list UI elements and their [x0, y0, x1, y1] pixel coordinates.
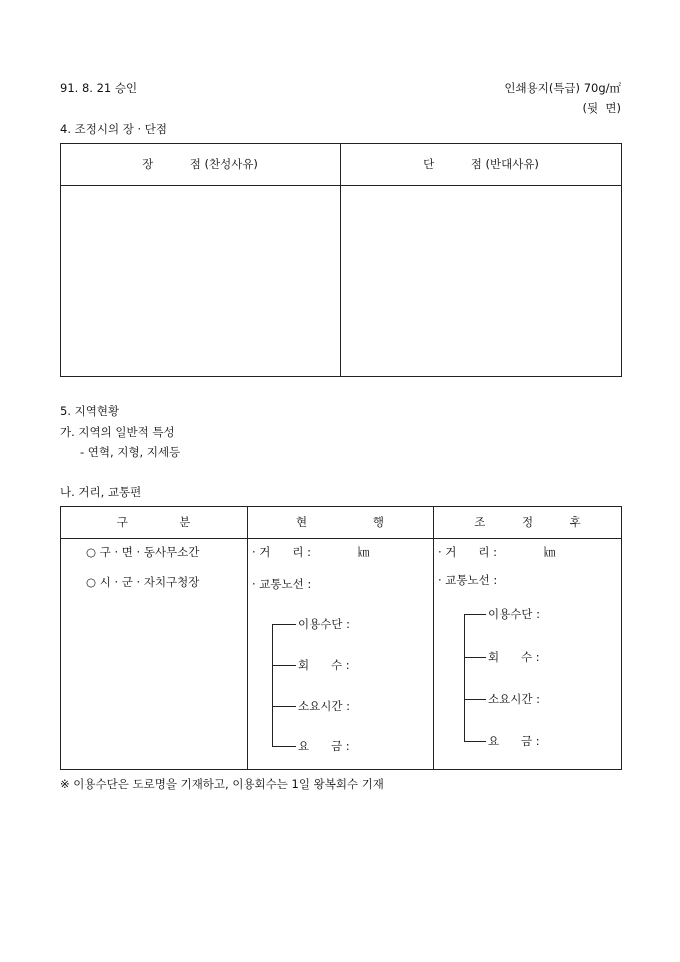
bracket-branch — [464, 699, 486, 700]
bracket-branch — [464, 657, 486, 658]
current-distance-label: · 거 리 : — [252, 545, 311, 559]
pros-header: 장 점 (찬성사유) — [142, 157, 258, 171]
current-item: 소요시간 : — [298, 699, 350, 713]
bracket-line — [272, 624, 273, 747]
after-distance-unit: ㎞ — [544, 545, 556, 559]
current-item: 회 수 : — [298, 658, 350, 672]
after-item: 요 금 : — [488, 734, 540, 748]
after-item: 회 수 : — [488, 650, 540, 664]
current-item: 요 금 : — [298, 739, 350, 753]
current-distance-unit: ㎞ — [358, 545, 370, 559]
current-item: 이용수단 : — [298, 617, 350, 631]
divider — [433, 506, 434, 770]
subsection-a-item: - 연혁, 지형, 지세등 — [80, 445, 181, 459]
bracket-branch — [272, 706, 296, 707]
approval-date: 91. 8. 21 승인 — [60, 81, 138, 95]
divider — [247, 506, 248, 770]
divider — [60, 538, 622, 539]
after-route-label: · 교통노선 : — [438, 573, 498, 587]
subsection-b-title: 나. 거리, 교통편 — [60, 485, 142, 499]
bracket-branch — [272, 624, 296, 625]
bracket-branch — [464, 741, 486, 742]
back-side-label: (뒷 면) — [582, 101, 621, 115]
cons-header: 단 점 (반대사유) — [423, 157, 539, 171]
after-distance-label: · 거 리 : — [438, 545, 497, 559]
divider — [340, 143, 341, 377]
header-category: 구 분 — [116, 515, 191, 529]
section4-title: 4. 조정시의 장 · 단점 — [60, 122, 168, 136]
category-item: ○ 시 · 군 · 자치구청장 — [86, 575, 200, 589]
footnote: ※ 이용수단은 도로명을 기재하고, 이용회수는 1일 왕복회수 기재 — [60, 777, 384, 791]
header-after: 조 정 후 — [474, 515, 581, 529]
subsection-a-title: 가. 지역의 일반적 특성 — [60, 425, 175, 439]
pros-cons-table — [60, 143, 622, 377]
category-item: ○ 구 · 면 · 동사무소간 — [86, 545, 200, 559]
after-item: 소요시간 : — [488, 692, 540, 706]
bracket-branch — [464, 614, 486, 615]
paper-spec: 인쇄용지(특급) 70g/㎡ — [504, 81, 621, 95]
header-current: 현 행 — [295, 515, 385, 529]
after-item: 이용수단 : — [488, 607, 540, 621]
section5-title: 5. 지역현황 — [60, 404, 120, 418]
bracket-branch — [272, 746, 296, 747]
bracket-branch — [272, 665, 296, 666]
bracket-line — [464, 614, 465, 742]
current-route-label: · 교통노선 : — [252, 577, 312, 591]
divider — [60, 185, 622, 186]
